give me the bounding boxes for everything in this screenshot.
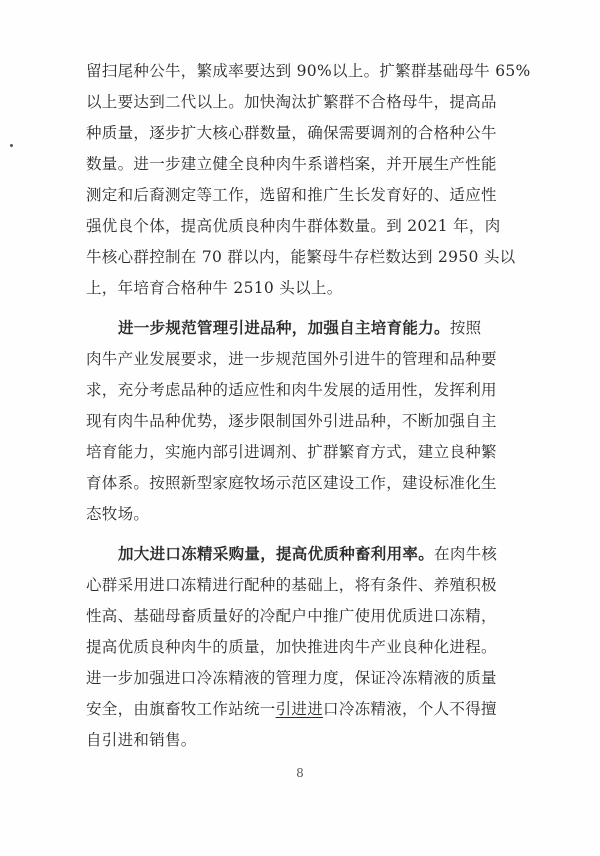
paragraph-1-line: 数量。进一步建立健全良种肉牛系谱档案，并开展生产性能 (86, 155, 497, 173)
document-body (86, 56, 531, 756)
paragraph-2-line: 现有肉牛品种优势，逐步限制国外引进品种，不断加强自主 (86, 412, 497, 430)
paragraph-2-line: 态牧场。 (86, 505, 150, 523)
paragraph-1-line: 上，年培育合格种牛 2510 头以上。 (86, 279, 343, 297)
paragraph-3-first-line (86, 539, 516, 570)
paragraph-2-first-line (86, 313, 516, 344)
paragraph-1-line: 种质量，逐步扩大核心群数量，确保需要调剂的合格种公牛 (86, 124, 497, 142)
paragraph-1-line: 留扫尾种公牛，繁成率要达到 90%以上。扩繁群基础母牛 65% (86, 62, 531, 80)
paragraph-2-first-line-rest: 按照 (449, 319, 482, 337)
paragraph-3-first-line-rest: 在肉牛核 (434, 545, 498, 563)
paragraph-1-line: 测定和后裔测定等工作，选留和推广生长发育好的、适应性 (86, 186, 497, 204)
paragraph-3-line: 性高、基础母畜质量好的冷配户中推广使用优质进口冻精， (86, 607, 497, 625)
paragraph-3-line: 进一步加强进口冷冻精液的管理力度，保证冷冻精液的质量 (86, 669, 497, 687)
line-text-after-underline: 口冷冻精液，个人不得擅 (323, 700, 497, 718)
paragraph-2-line: 求，充分考虑品种的适应性和肉牛发展的适用性，发挥利用 (86, 381, 497, 399)
paragraph-2-line: 培育能力，实施内部引进调剂、扩群繁育方式，建立良种繁 (86, 443, 497, 461)
paragraph-3-last-line: 自引进和销售。 (86, 731, 197, 749)
paragraph-3-line-with-underline (86, 694, 516, 725)
paragraph-2-line: 肉牛产业发展要求，进一步规范国外引进牛的管理和品种要 (86, 350, 497, 368)
line-text-before-underline: 安全，由旗畜牧工作站统一 (86, 700, 276, 718)
paragraph-1-line: 强优良个体，提高优质良种肉牛群体数量。到 2021 年，肉 (86, 217, 501, 235)
underlined-text: 引进进 (275, 700, 324, 718)
paragraph-3-line: 心群采用进口冻精进行配种的基础上，将有条件、养殖积极 (86, 576, 497, 594)
paragraph-2-line: 育体系。按照新型家庭牧场示范区建设工作，建设标准化生 (86, 474, 497, 492)
paragraph-2-heading: 进一步规范管理引进品种，加强自主培育能力。 (118, 319, 450, 337)
paragraph-3-line: 提高优质良种肉牛的质量，加快推进肉牛产业良种化进程。 (86, 638, 497, 656)
paragraph-1-line: 以上要达到二代以上。加快淘汰扩繁群不合格母牛，提高品 (86, 93, 497, 111)
paragraph-3-heading: 加大进口冻精采购量，提高优质种畜利用率。 (118, 545, 435, 563)
scan-speck (10, 144, 13, 147)
paragraph-1-line: 牛核心群控制在 70 群以内，能繁母牛存栏数达到 2950 头以 (86, 248, 516, 266)
page-number: 8 (296, 766, 304, 780)
